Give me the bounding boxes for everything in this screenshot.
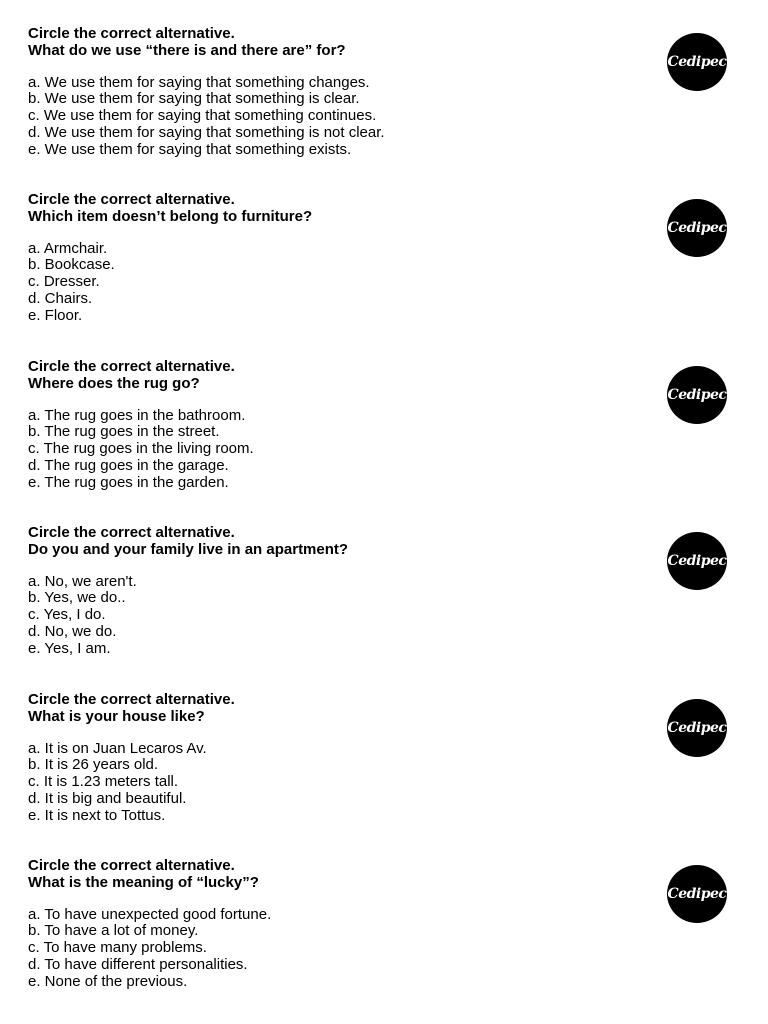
- question-block: [28, 26, 748, 186]
- logo-text: Cedipec: [667, 886, 727, 902]
- options-list: [28, 907, 628, 991]
- question-block: [28, 692, 748, 852]
- option-e[interactable]: e. The rug goes in the garden.: [28, 473, 229, 491]
- option-c[interactable]: c. We use them for saying that something continues.: [28, 107, 377, 125]
- option-d[interactable]: d. To have different personalities.: [28, 955, 248, 973]
- options-list: [28, 408, 628, 492]
- question-text: [28, 192, 628, 325]
- question-instruction: Circle the correct alternative.: [28, 25, 235, 42]
- option-a[interactable]: a. The rug goes in the bathroom.: [28, 406, 246, 424]
- cedipec-logo: [667, 532, 727, 590]
- option-a[interactable]: a. It is on Juan Lecaros Av.: [28, 739, 207, 757]
- question-prompt: Which item doesn’t belong to furniture?: [28, 207, 313, 225]
- options-list: [28, 741, 628, 825]
- options-list: [28, 574, 628, 658]
- question-instruction: Circle the correct alternative.: [28, 358, 235, 375]
- question-prompt: What do we use “there is and there are” for?: [28, 41, 346, 59]
- option-c[interactable]: c. Dresser.: [28, 273, 100, 291]
- option-e[interactable]: e. Floor.: [28, 306, 83, 324]
- option-b[interactable]: b. It is 26 years old.: [28, 756, 159, 774]
- logo-text: Cedipec: [667, 553, 727, 569]
- option-c[interactable]: c. It is 1.23 meters tall.: [28, 773, 179, 791]
- options-list: [28, 75, 628, 159]
- option-b[interactable]: b. We use them for saying that something is clear.: [28, 90, 360, 108]
- option-d[interactable]: d. The rug goes in the garage.: [28, 456, 229, 474]
- question-instruction: Circle the correct alternative.: [28, 691, 235, 708]
- option-d[interactable]: d. Chairs.: [28, 289, 93, 307]
- option-e[interactable]: e. Yes, I am.: [28, 639, 111, 657]
- option-c[interactable]: c. The rug goes in the living room.: [28, 440, 254, 458]
- options-list: [28, 241, 628, 325]
- question-text: [28, 858, 628, 991]
- question-prompt: What is your house like?: [28, 707, 205, 725]
- cedipec-logo: [667, 199, 727, 257]
- option-b[interactable]: b. The rug goes in the street.: [28, 423, 220, 441]
- question-text: [28, 692, 628, 825]
- question-instruction: Circle the correct alternative.: [28, 191, 235, 208]
- cedipec-logo: [667, 33, 727, 91]
- option-a[interactable]: a. To have unexpected good fortune.: [28, 905, 272, 923]
- logo-text: Cedipec: [667, 220, 727, 236]
- option-a[interactable]: a. We use them for saying that something changes.: [28, 73, 370, 91]
- cedipec-logo: [667, 865, 727, 923]
- cedipec-logo: [667, 366, 727, 424]
- logo-text: Cedipec: [667, 54, 727, 70]
- logo-text: Cedipec: [667, 387, 727, 403]
- question-text: [28, 26, 628, 159]
- option-b[interactable]: b. Bookcase.: [28, 256, 115, 274]
- option-b[interactable]: b. To have a lot of money.: [28, 922, 199, 940]
- logo-text: Cedipec: [667, 720, 727, 736]
- option-e[interactable]: e. We use them for saying that something exists.: [28, 140, 352, 158]
- question-block: [28, 858, 748, 1018]
- question-prompt: Where does the rug go?: [28, 374, 200, 392]
- option-c[interactable]: c. To have many problems.: [28, 939, 207, 957]
- option-d[interactable]: d. We use them for saying that something is not clear.: [28, 123, 385, 141]
- option-d[interactable]: d. It is big and beautiful.: [28, 789, 187, 807]
- question-prompt: Do you and your family live in an apartment?: [28, 540, 349, 558]
- option-e[interactable]: e. None of the previous.: [28, 972, 188, 990]
- option-b[interactable]: b. Yes, we do..: [28, 589, 126, 607]
- question-block: [28, 192, 748, 352]
- option-d[interactable]: d. No, we do.: [28, 622, 117, 640]
- option-e[interactable]: e. It is next to Tottus.: [28, 806, 166, 824]
- question-block: [28, 525, 748, 685]
- cedipec-logo: [667, 699, 727, 757]
- option-c[interactable]: c. Yes, I do.: [28, 606, 106, 624]
- question-text: [28, 525, 628, 658]
- option-a[interactable]: a. Armchair.: [28, 239, 108, 257]
- question-block: [28, 359, 748, 519]
- question-text: [28, 359, 628, 492]
- question-prompt: What is the meaning of “lucky”?: [28, 873, 259, 891]
- option-a[interactable]: a. No, we aren't.: [28, 572, 137, 590]
- question-instruction: Circle the correct alternative.: [28, 524, 235, 541]
- question-instruction: Circle the correct alternative.: [28, 857, 235, 874]
